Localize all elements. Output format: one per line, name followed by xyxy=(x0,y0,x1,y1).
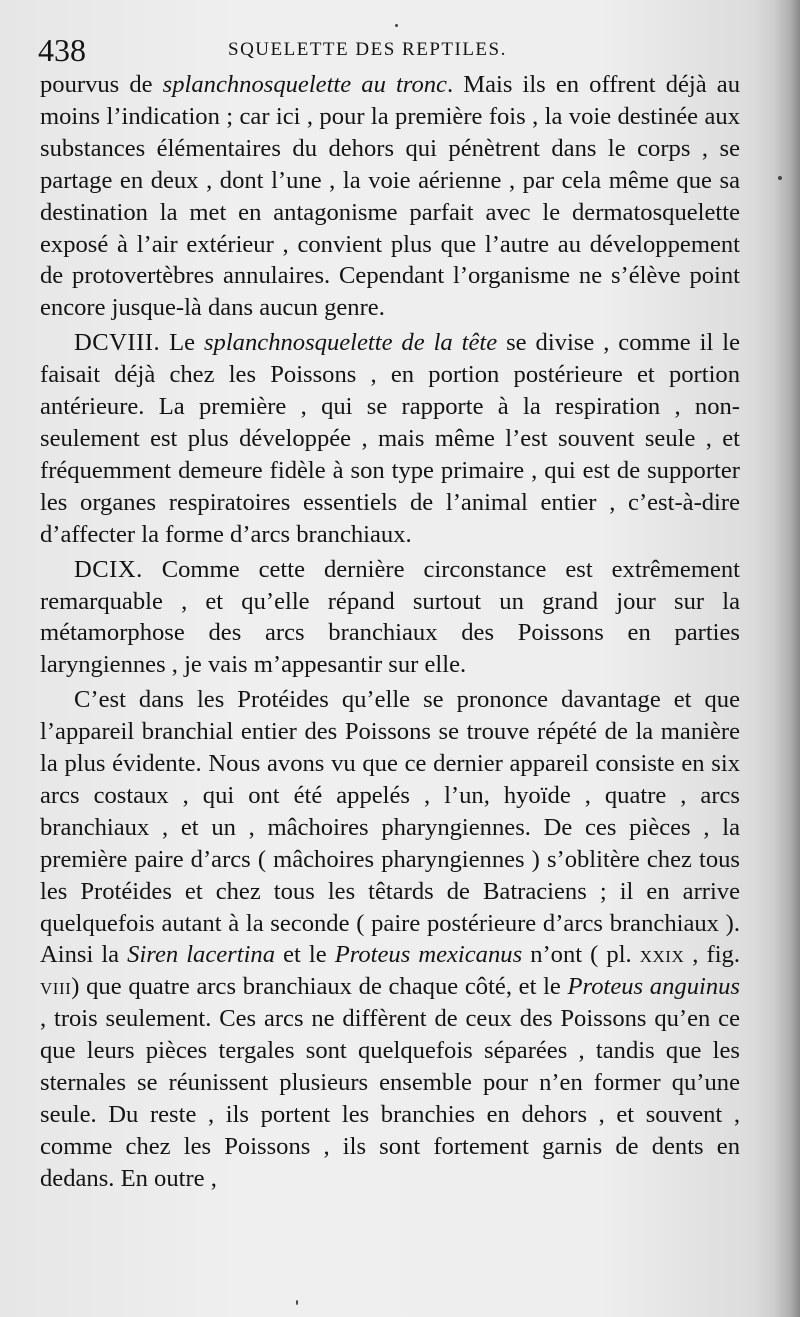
print-speck xyxy=(296,1300,298,1305)
page-number: 438 xyxy=(38,32,86,68)
book-gutter-shadow xyxy=(774,0,800,1317)
running-head: SQUELETTE DES REPTILES. xyxy=(228,39,507,60)
paragraph-proteides: C’est dans les Protéides qu’elle se prononce davantage et que l’appareil branchial entier des Poissons se trouve répété de la manière la plus évidente. Nous avons vu que ce dernier appareil consiste en six arcs costaux , qui ont été appelés , l’un, hyoïde , quatre , arcs branchiaux , et un , mâchoires pharyngiennes. De ces pièces , la première paire d’arcs ( mâchoires pharyngiennes ) s’oblitère chez tous les Protéides et chez tous les têtards de Batraciens ; il en arrive quelquefois autant à la seconde ( paire postérieure d’arcs branchiaux ). Ainsi la Siren lacertina et le Proteus mexicanus n’ont ( pl. xxix , fig. viii) que quatre arcs branchiaux de chaque côté, et le Proteus anguinus , trois seulement. Ces arcs ne diffèrent de ceux des Poissons qu’en ce que leurs pièces tergales sont quelquefois séparées , tandis que les sternales se réunissent plusieurs ensemble pour n’en former qu’une seule. Du reste , ils portent les branchies en dehors , et souvent , comme chez les Poissons , ils sont fortement garnis de dents en dedans. En outre , xyxy=(40,686,740,1192)
section-number: DCIX. xyxy=(74,555,143,583)
print-speck xyxy=(778,176,782,180)
print-speck xyxy=(395,24,398,27)
section-number: DCVIII. xyxy=(74,329,161,357)
paragraph-dcviii: DCVIII. Le splanchnosquelette de la tête se divise , comme il le faisait déjà chez les Poissons , en portion postérieure et portion antérieure. La première , qui se rapporte à la respiration , non-seulement est plus développée , mais même l’est souvent seule , et fréquemment demeure fidèle à son type primaire , qui est de supporter les organes respiratoires essentiels de l’animal entier , c’est-à-dire d’affecter la forme d’arcs branchiaux. xyxy=(40,329,740,548)
paragraph-continued: pourvus de splanchnosquelette au tronc. Mais ils en offrent déjà au moins l’indication ; car ici , pour la première fois , la voie destinée aux substances élémentaires du dehors qui pénètrent dans le corps , se partage en deux , dont l’une , la voie aérienne , par cela même que sa destination la met en antagonisme parfait avec le dermatosquelette exposé à l’air extérieur , convient plus que l’autre au développement de protovertèbres annulaires. Cependant l’organisme ne s’élève point encore jusque-là dans aucun genre. xyxy=(40,71,740,322)
paragraph-dcix: DCIX. Comme cette dernière circonstance est extrêmement remarquable , et qu’elle répand surtout un grand jour sur la métamorphose des arcs branchiaux des Poissons en parties laryngiennes , je vais m’appesantir sur elle. xyxy=(40,555,740,679)
page-header xyxy=(38,30,758,70)
body-text xyxy=(40,69,740,1195)
